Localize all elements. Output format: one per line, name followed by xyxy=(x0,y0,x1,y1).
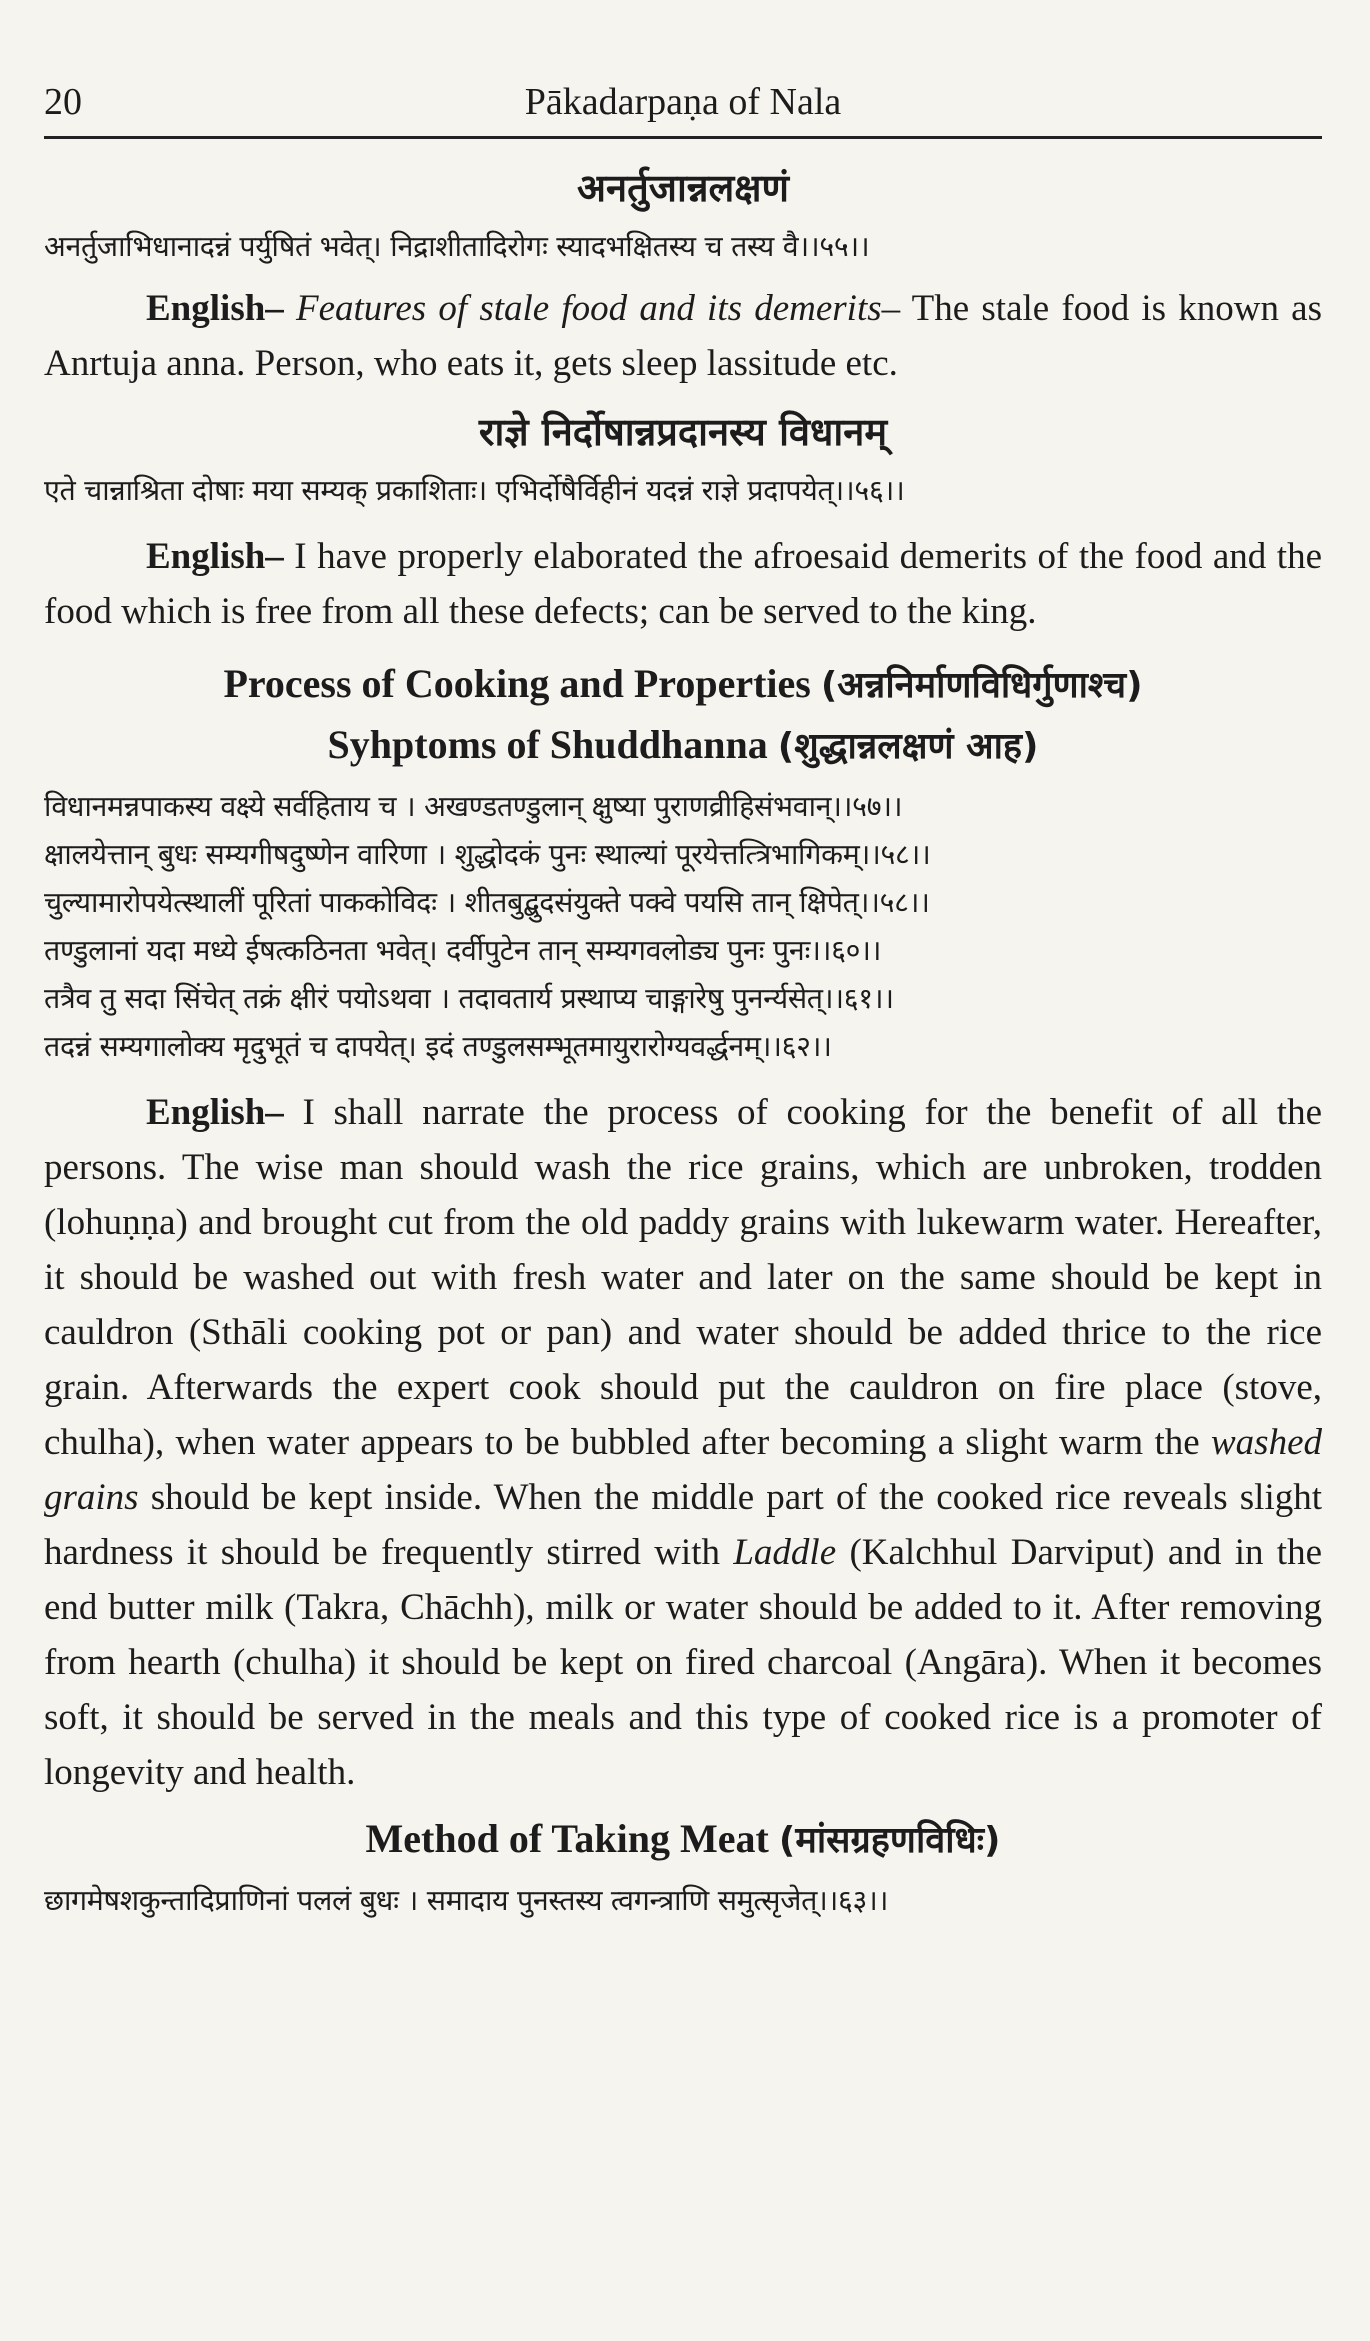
english-label: English– xyxy=(146,1092,284,1133)
verse-block xyxy=(44,783,1322,1071)
section-heading-taking-meat xyxy=(44,1814,1322,1863)
english-text: The stale food is known as Anrtuja anna. Person, who eats it, gets sleep lassitude etc. xyxy=(44,288,1323,384)
english-text: I shall narrate the process of cooking for the benefit of all the persons. The wise man should wash the rice grains, which are unbroken, trodden (lohuṇṇa) and brought cut from the old paddy grains with lukewarm water. Hereafter, it should be washed out with fresh water and later on the same should be kept in cauldron (Sthāli cooking pot or pan) and water should be added thrice to the rice grain. Afterwards the expert cook should put the cauldron on fire place (stove, chulha), when water appears to be bubbled after becoming a slight warm the xyxy=(44,1092,1322,1463)
section-heading-faultless-food: राज्ञे निर्दोषान्नप्रदानस्य विधानम् xyxy=(478,410,888,454)
section-heading-stale-food: अनर्तुजान्नलक्षणं xyxy=(577,166,789,210)
verse-63: छागमेषशकुन्तादिप्राणिनां पललं बुधः । समादाय पुनस्तस्य त्वगन्त्राणि समुत्सृजेत्।।६३।। xyxy=(44,1884,889,1917)
heading-english: Process of Cooking and Properties xyxy=(223,661,811,706)
english-paragraph xyxy=(44,281,1322,391)
italic-phrase: Features of stale food and its demerits– xyxy=(296,288,901,329)
verse-58b: चुल्यामारोपयेत्स्थालीं पूरितां पाककोविदः । शीतबुद्बुदसंयुक्ते पक्वे पयसि तान् क्षिपेत्।।५८।। xyxy=(44,886,930,919)
english-label: English– xyxy=(146,288,284,329)
heading-sanskrit: (मांसग्रहणविधिः) xyxy=(778,1820,1001,1861)
verse-55: अनर्तुजाभिधानादन्नं पर्युषितं भवेत्। निद्राशीतादिरोगः स्यादभक्षितस्य च तस्य वै।।५५।। xyxy=(44,230,870,263)
english-text: (Kalchhul Darviput) and in the end butter milk (Takra, Chāchh), milk or water should be added to it. After removing from hearth (chulha) it should be kept on fired charcoal (Angāra). When it becomes soft, it should be served in the meals and this type of cooked rice is a promoter of longevity and health. xyxy=(44,1532,1323,1793)
page-number: 20 xyxy=(44,81,82,123)
page-header xyxy=(44,80,1322,139)
heading-english: Method of Taking Meat xyxy=(365,1816,769,1861)
english-paragraph xyxy=(44,529,1322,639)
subheading-english: Syhptoms of Shuddhanna xyxy=(327,722,768,767)
english-label: English– xyxy=(146,536,284,577)
section-subheading-shuddhanna xyxy=(44,720,1322,769)
italic-phrase: washed grains xyxy=(44,1422,1322,1518)
heading-sanskrit: (अन्ननिर्माणविधिर्गुणाश्च) xyxy=(820,665,1143,706)
verse-61: तत्रैव तु सदा सिंचेत् तक्रं क्षीरं पयोऽथवा । तदावतार्य प्रस्थाप्य चाङ्गारेषु पुनर्न्यसेत्।।६१।। xyxy=(44,982,894,1015)
verse-62: तदन्नं सम्यगालोक्य मृदुभूतं च दापयेत्। इदं तण्डुलसम्भूतमायुरारोग्यवर्द्धनम्।।६२।। xyxy=(44,1030,832,1063)
verse-57: विधानमन्नपाकस्य वक्ष्ये सर्वहिताय च । अखण्डतण्डुलान् क्षुष्या पुराणव्रीहिसंभवान्।।५७।। xyxy=(44,790,903,823)
subheading-sanskrit: (शुद्धान्नलक्षणं आह) xyxy=(777,726,1039,767)
english-text: I have properly elaborated the afroesaid demerits of the food and the food which is free from all these defects; can be served to the king. xyxy=(44,536,1322,632)
verse-58a: क्षालयेत्तान् बुधः सम्यगीषदुष्णेन वारिणा । शुद्धोदकं पुनः स्थाल्यां पूरयेत्तत्त्रिभागिकम्।।५८।। xyxy=(44,838,931,871)
verse-60: तण्डुलानां यदा मध्ये ईषत्कठिनता भवेत्। दर्वीपुटेन तान् सम्यगवलोड्य पुनः पुनः।।६०।। xyxy=(44,934,882,967)
verse-56: एते चान्नाश्रिता दोषाः मया सम्यक् प्रकाशिताः। एभिर्दोषैर्विहीनं यदन्नं राज्ञे प्रदापयेत्।।५६।। xyxy=(44,474,905,507)
italic-phrase: Laddle xyxy=(733,1532,837,1573)
running-title: Pākadarpaṇa of Nala xyxy=(524,81,842,123)
section-heading-cooking-process xyxy=(44,659,1322,708)
english-text: should be kept inside. When the middle part of the cooked rice reveals slight hardness it should be frequently stirred with xyxy=(44,1477,1323,1573)
english-paragraph xyxy=(44,1085,1322,1800)
